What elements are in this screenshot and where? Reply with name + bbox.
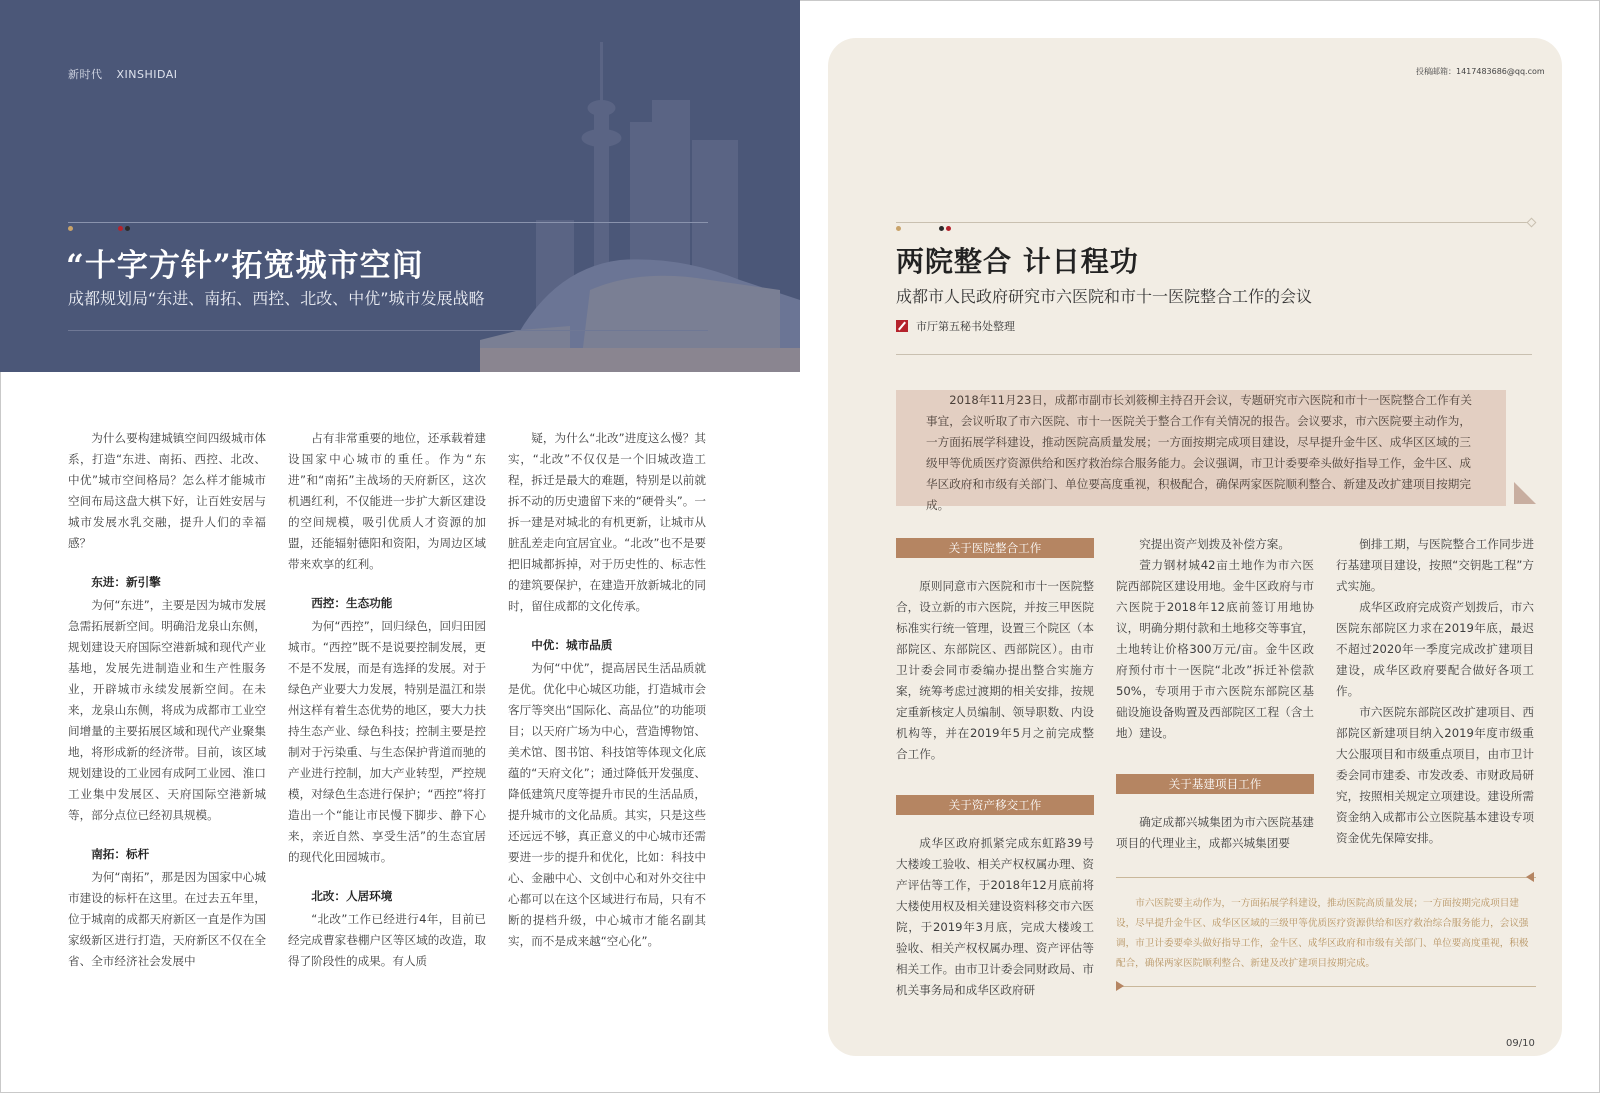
subheading: 南拓：标杆 [91,847,150,861]
right-article-title: 两院整合 计日程功 [896,245,1139,278]
byline [896,318,1015,334]
subheading: 东进：新引擎 [91,575,161,589]
quote-rule-bottom [1116,986,1536,987]
pen-icon [896,320,908,332]
page-number: 09/10 [1506,1038,1535,1049]
right-column-3 [1336,534,1534,849]
header-dots [68,218,132,237]
subheading: 北改：人居环境 [311,889,393,903]
header-rule [68,222,708,223]
paragraph: 为何“南拓”，那是因为国家中心城市建设的标杆在这里。在过去五年里，位于城南的成都天府新区一直是作为国家级新区进行打造，天府新区不仅在全省、全市经济社会发展中 [68,870,266,968]
pull-quote: 市六医院要主动作为，一方面拓展学科建设，推动医院高质量发展；一方面按期完成项目建设，尽早提升金牛区、成华区区域的三级甲等优质医疗资源供给和医疗救治综合服务能力，会议强调，市卫计委要牵头做好指导工作，金牛区、成华区政府和市级有关部门、单位要高度重视，积极配合，确保两家医院顺利整合、新建及改扩建项目按期完成。 [1116,898,1529,969]
byline-text: 市厅第五秘书处整理 [916,320,1015,333]
paragraph: 确定成都兴城集团为市六医院基建项目的代理业主，成都兴城集团要 [1116,815,1314,850]
paragraph: 萱力钢材城42亩土地作为市六医院西部院区建设用地。金牛区政府与市六医院于2018年12底前签订用地协议，明确分期付款和土地移交等事宜，土地转让价格300万元/亩。金牛区政府预付市十一医院“北改”拆迁补偿款50%，专项用于市六医院东部院区基础设施设备购置及西部院区工程（含土地）建设。 [1116,558,1314,740]
right-article-subtitle: 成都市人民政府研究市六医院和市十一医院整合工作的会议 [896,287,1313,306]
section-bar: 关于基建项目工作 [1116,774,1314,794]
section-bar: 关于资产移交工作 [896,795,1094,815]
subheading: 西控：生态功能 [311,596,393,610]
paragraph: 究提出资产划拨及补偿方案。 [1139,537,1290,551]
right-header-dots [896,218,953,237]
paragraph: 原则同意市六医院和市十一医院整合，设立新的市六医院，并按三甲医院标准实行统一管理，设置三个院区（本部院区、东部院区、西部院区）。由市卫计委会同市委编办提出整合实施方案，统筹考虑过渡期的相关安排，按规定重新核定人员编制、领导职数、内设机构等，并在2019年5月之前完成整合工作。 [896,579,1094,761]
article-subtitle: 成都规划局“东进、南拓、西控、北改、中优”城市发展战略 [68,289,485,308]
header-rule-bottom [68,330,708,331]
triangle-right-icon [1116,981,1124,991]
paragraph: 成华区政府完成资产划拨后，市六医院东部院区力求在2019年底，最迟不超过2020年一季度完成改扩建项目建设，成华区政府要配合做好各项工作。 [1336,600,1534,698]
paragraph: 为何“东进”，主要是因为城市发展急需拓展新空间。明确沿龙泉山东侧，规划建设天府国际空港新城和现代产业基地，发展先进制造业和生产性服务业，开辟城市永续发展新空间。在未来，龙泉山东侧，将成为成都市工业空间增量的主要拓展区域和现代产业聚集地，将形成新的经济带。目前，该区域规划建设的工业园有成阿工业园、淮口工业集中发展区、天府国际空港新城等，部分点位已经初具规模。 [68,598,266,822]
triangle-left-icon [1526,872,1534,882]
summary-box [896,390,1506,512]
submission-email: 投稿邮箱：1417483686@qq.com [1416,67,1545,76]
left-column-3 [508,428,706,952]
paragraph: 倒排工期，与医院整合工作同步进行基建项目建设，按照“交钥匙工程”方式实施。 [1336,537,1534,593]
right-column-2 [1116,534,1314,854]
right-header-rule-bottom [896,354,1532,355]
paragraph: “北改”工作已经进行4年，目前已经完成曹家巷棚户区等区域的改造，取得了阶段性的成果。有人质 [288,912,486,968]
paragraph: 为什么要构建城镇空间四级城市体系，打造“东进、南拓、西控、北改、中优”城市空间格局？怎么样才能城市空间布局这盘大棋下好，让百姓安居与城市发展水乳交融，提升人们的幸福感？ [68,431,266,550]
paragraph: 市六医院东部院区改扩建项目、西部院区新建项目纳入2019年度市级重大公服项目和市级重点项目，由市卫计委会同市建委、市发改委、市财政局研究，按照相关规定立项建设。建设所需资金纳入成都市公立医院基本建设专项资金优先保障安排。 [1336,705,1534,845]
left-column-2 [288,428,486,972]
paragraph: 占有非常重要的地位，还承载着建设国家中心城市的重任。作为“东进”和“南拓”主战场的天府新区，这次机遇红利，不仅能进一步扩大新区建设的空间规模，吸引优质人才资源的加盟，还能辐射德阳和资阳，为周边区域带来欢享的红利。 [288,431,486,571]
section-bar: 关于医院整合工作 [896,538,1094,558]
right-header-rule [896,222,1532,223]
subheading: 中优：城市品质 [531,638,613,652]
quote-rule-top [1116,877,1536,878]
section-tag [68,66,192,82]
left-page-header [0,0,800,372]
city-skyline-illustration [480,30,800,372]
summary-text: 2018年11月23日，成都市副市长刘筱柳主持召开会议，专题研究市六医院和市十一医院整合工作有关事宜，会议听取了市六医院、市十一医院关于整合工作有关情况的报告。会议要求，市六医院要主动作为，一方面拓展学科建设，推动医院高质量发展；一方面按期完成项目建设，尽早提升金牛区、成华区区域的三级甲等优质医疗资源供给和医疗救治综合服务能力。会议强调，市卫计委要牵头做好指导工作，金牛区、成华区政府和市级有关部门、单位要高度重视，积极配合，确保两家医院顺利整合、新建及改扩建项目按期完成。 [926,393,1472,512]
section-tag-cn: 新时代 [68,68,103,81]
left-column-1 [68,428,266,972]
right-column-1 [896,538,1094,1001]
paragraph: 为何“西控”，回归绿色，回归田园城市。“西控”既不是说要控制发展，更不是不发展，而是有选择的发展。对于绿色产业要大力发展，特别是温江和崇州这样有着生态优势的地区，要大力扶持生态产业、绿色科技；控制主要是控制对于污染重、与生态保护背道而驰的产业进行控制，加大产业转型，严控规模，对绿色生态进行保护；“西控”将打造出一个“能让市民慢下脚步、静下心来，亲近自然、享受生活”的生态宜居的现代化田园城市。 [288,619,486,864]
page-fold-corner [1514,482,1536,504]
article-title: “十字方针”拓宽城市空间 [66,248,424,284]
paragraph: 疑，为什么“北改”进度这么慢？其实，“北改”不仅仅是一个旧城改造工程，拆迁是最大的难题，特别是以前就拆不动的历史遗留下来的“硬骨头”。一拆一建是对城北的有机更新，让城市从脏乱差走向宜居宜业。“北改”也不是要把旧城都拆掉，对于历史性的、标志性的建筑要保护，在建造开放新城北的同时，留住成都的文化传承。 [508,431,706,613]
paragraph: 成华区政府抓紧完成东虹路39号大楼竣工验收、相关产权权属办理、资产评估等工作，于2018年12月底前将大楼使用权及相关建设资料移交市六医院，于2019年3月底，完成大楼竣工验收、相关产权权属办理、资产评估等相关工作。由市卫计委会同财政局、市机关事务局和成华区政府研 [896,836,1094,997]
section-tag-en: XINSHIDAI [116,68,178,81]
paragraph: 为何“中优”，提高居民生活品质就是优。优化中心城区功能，打造城市会客厅等突出“国际化、高品位”的功能项目；以天府广场为中心，营造博物馆、美术馆、图书馆、科技馆等体现文化底蕴的“天府文化”；通过降低开发强度、降低建筑尺度等提升市民的生活品质，提升城市的文化品质。其实，只是这些还远远不够，真正意义的中心城市还需要进一步的提升和优化，比如：科技中心、金融中心、文创中心和对外交往中心都可以在这个区域进行布局，只有不断的提档升级，中心城市才能名副其实，而不是成来越“空心化”。 [508,661,706,948]
